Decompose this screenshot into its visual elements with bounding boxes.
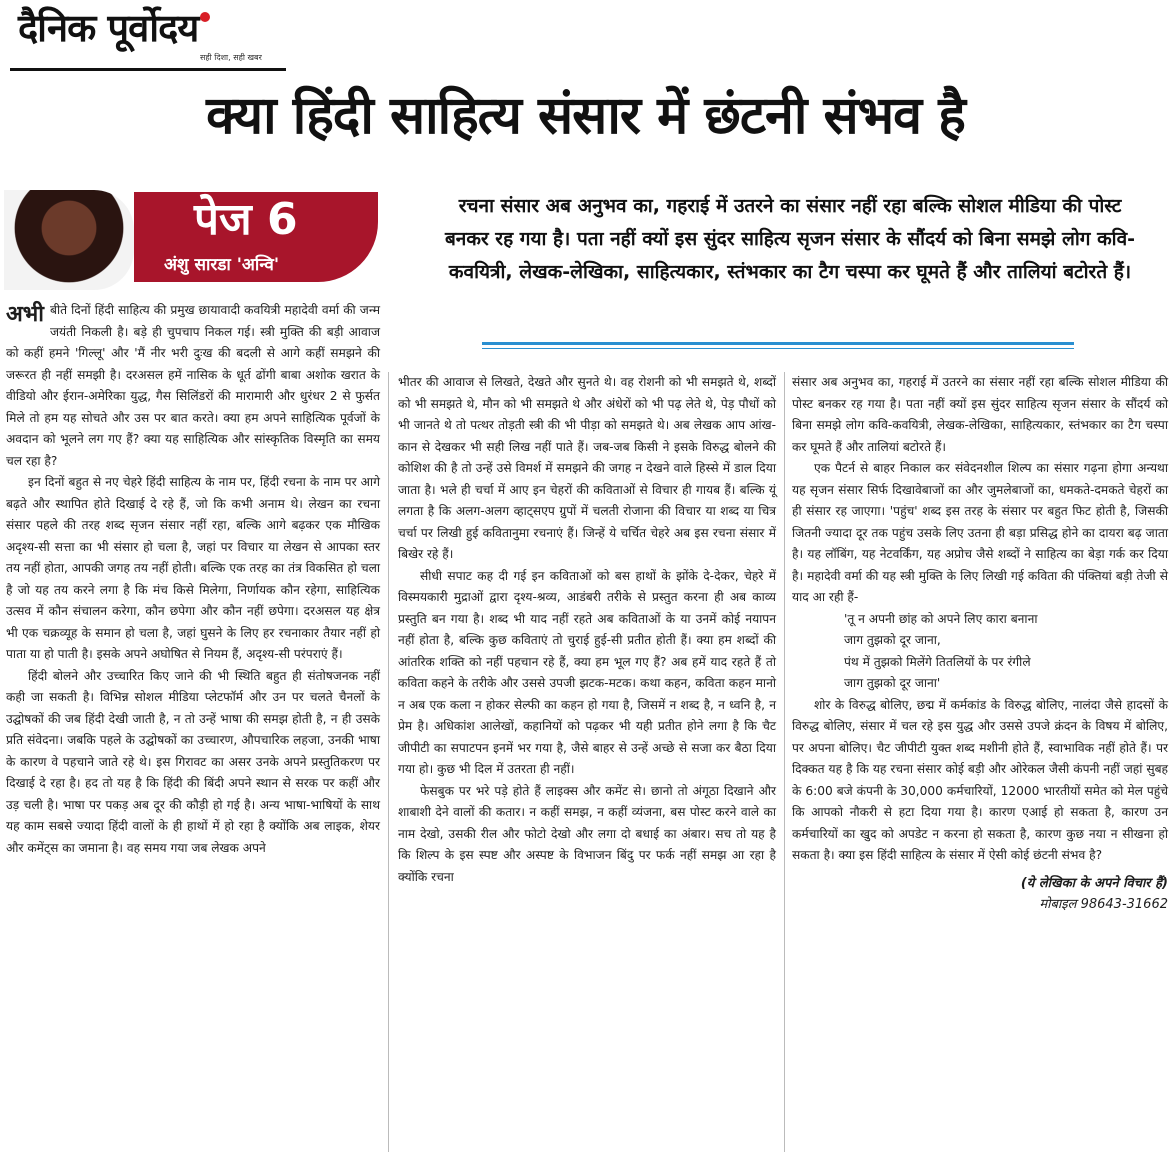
pull-quote-rule-thin [482, 348, 1074, 349]
headline: क्या हिंदी साहित्य संसार में छंटनी संभव है [206, 86, 965, 146]
author-block [0, 190, 380, 290]
newspaper-logo [18, 6, 210, 50]
pull-quote-rule [482, 342, 1074, 345]
author-photo [4, 190, 134, 290]
paragraph: इन दिनों बहुत से नए चेहरे हिंदी साहित्य के नाम पर, हिंदी रचना के नाम पर आगे बढ़ते और स्थापित होते दिखाई दे रहे हैं, जो कि कभी अनाम थे। लेखन का रचना संसार पहले की तरह शब्द सृजन संसार नहीं रहा, बल्कि आगे बढ़कर एक मौखिक अदृश्य-सी सत्ता का भी संसार हो चला है, जहां पर विचार या लेखन से आपका स्तर तय नहीं होता, आपकी जगह तय नहीं होती। बल्कि एक तरह का तंत्र विकसित हो चला है जो यह तय करने लगा है कि मंच किसे मिलेगा, निर्णायक कौन रहेगा, साहित्यिक उत्सव में कौन संचालन करेगा, कौन छपेगा और कौन नहीं छपेगा। दरअसल यह क्षेत्र भी एक चक्रव्यूह के समान हो चला है, जहां घुसने के लिए हर रचनाकार तैयार नहीं हो पाता या हो पाती है। इसके अपने अघोषित से नियम हैं, अदृश्य-सी परंपराएं हैं। [6, 475, 380, 661]
column-separator [388, 372, 389, 1152]
column-separator [784, 372, 785, 1152]
author-mobile: मोबाइल 98643-31662 [1039, 897, 1168, 912]
paragraph [6, 300, 380, 472]
paragraph: फेसबुक पर भरे पड़े होते हैं लाइक्स और कमेंट से। छानो तो अंगूठा दिखाने और शाबाशी देने वालों की कतार। न कहीं समझ, न कहीं व्यंजना, बस पोस्ट करने वाले का नाम देखो, उसकी रील और फोटो देखो और लगा दो बधाई का अंबार। सच तो यह है कि शिल्प के इस स्पष्ट और अस्पष्ट के विभाजन बिंदु पर फर्क नहीं समझ आ रहा है क्योंकि रचना [398, 783, 776, 884]
poem-line: जाग तुझको दूर जाना' [844, 676, 941, 690]
paragraph-text: बीते दिनों हिंदी साहित्य की प्रमुख छायावादी कवयित्री महादेवी वर्मा की जन्म जयंती निकली है। बड़े ही चुपचाप निकल गई। स्त्री मुक्ति की बड़ी आवाज को कहीं हमने 'गिल्लू' और 'मैं नीर भरी दुःख की बदली से आगे कहीं समझने की जरूरत ही नहीं समझी है। दरअसल हमें नासिक के धूर्त ढोंगी बाबा अशोक खरात के वीडियो और ईरान-अमेरिका युद्ध, गैस सिलिंडरों की मारामारी और धुरंधर 2 से फुर्सत मिले तो हम यह सोचते और उस पर बात करते। क्या हम अपने साहित्यिक पूर्वजों के अवदान को भूलने लग गए हैं? क्या यह साहित्यिक और सांस्कृतिक विस्मृति का समय चल रहा है? [6, 303, 380, 468]
article-column-1 [6, 300, 380, 859]
drop-word: अभी [6, 302, 44, 327]
logo-dot-icon [200, 12, 210, 22]
poem-line: जाग तुझको दूर जाना, [844, 633, 941, 647]
brand-name: दैनिक पूर्वोदय [18, 6, 199, 50]
masthead [10, 6, 286, 72]
disclaimer: (ये लेखिका के अपने विचार हैं) [1020, 875, 1168, 891]
poem-line: पंथ में तुझको मिलेंगे तितलियों के पर रंगीले [844, 654, 1031, 669]
tagline: सही दिशा, सही खबर [200, 53, 262, 62]
paragraph: संसार अब अनुभव का, गहराई में उतरने का संसार नहीं रहा बल्कि सोशल मीडिया की पोस्ट बनकर रह गया है। पता नहीं क्यों इस सुंदर साहित्य सृजन संसार के सौंदर्य को बिना समझे लोग कवि-कवयित्री, लेखक-लेखिका, साहित्यकार, स्तंभकार का टैग चस्पा कर घूमते हैं और तालियां बटोरते हैं। [792, 375, 1168, 454]
pull-quote: रचना संसार अब अनुभव का, गहराई में उतरने का संसार नहीं रहा बल्कि सोशल मीडिया की पोस्ट बनकर रह गया है। पता नहीं क्यों इस सुंदर साहित्य सृजन संसार के सौंदर्य को बिना समझे लोग कवि-कवयित्री, लेखक-लेखिका, साहित्यकार, स्तंभकार का टैग चस्पा कर घूमते हैं और तालियां बटोरते हैं। [444, 195, 1136, 283]
paragraph: शोर के विरुद्ध बोलिए, छद्म में कर्मकांड के विरुद्ध बोलिए, नालंदा जैसे हादसों के विरुद्ध बोलिए, संसार में चल रहे इस युद्ध और उससे उपजे क्रंदन के विषय में बोलिए, पर अपना बोलिए। चैट जीपीटी युक्त शब्द मशीनी होते हैं, स्वाभाविक नहीं होते हैं। पर दिक्कत यह है कि यह रचना संसार कोई बड़ी और ओरेकल जैसी कंपनी नहीं जहां सुबह के 6:00 बजे कंपनी के 30,000 कर्मचारियों, 12000 भारतीयों समेत को मेल पहुंचे कि आपको नौकरी से हटा दिया गया है। कारण एआई हो सकता है, कारण उन कर्मचारियों का खुद को अपडेट न करना हो सकता है, कारण कुछ नया न सीखना हो सकता है। क्या इस हिंदी साहित्य के संसार में ऐसी कोई छंटनी संभव है? [792, 697, 1168, 862]
page-badge [134, 192, 378, 282]
article-column-3 [792, 372, 1168, 916]
paragraph: हिंदी बोलने और उच्चारित किए जाने की भी स्थिति बहुत ही संतोषजनक नहीं कही जा सकती है। विभिन्न सोशल मीडिया प्लेटफॉर्म और उन पर चलते चैनलों के उद्घोषकों की जब हिंदी देखी जाती है, न तो उन्हें भाषा की समझ होती है, न ही उसके प्रति संवेदना। जबकि पहले के उद्घोषकों का उच्चारण, औपचारिक लहजा, उनकी भाषा के कारण वे पहचाने जाते रहे थे। इस गिरावट का असर उनके अपने प्रस्तुतिकरण पर दिखाई दे रहा है। हद तो यह है कि हिंदी की बिंदी अपने स्थान से सरक पर कहीं और उड़ चली है। भाषा पर पकड़ अब दूर की कौड़ी हो गई है। अन्य भाषा-भाषियों के साथ यह काम सबसे ज्यादा हिंदी वालों के ही हाथों में हो रहा है क्योंकि अब लाइक, शेयर और कमेंट्स का जमाना है। वह समय गया जब लेखक अपने [6, 668, 380, 855]
paragraph: एक पैटर्न से बाहर निकाल कर संवेदनशील शिल्प का संसार गढ़ना होगा अन्यथा यह सृजन संसार सिर्फ दिखावेबाजों का और जुमलेबाजों का, धमकते-दमकते चेहरों का ही संसार रह जाएगा। 'पहुंच' शब्द इस तरह के संसार पर बहुत फिट होती है, जिसकी जितनी ज्यादा दूर तक पहुंच उसके लिए उतना ही बड़ा प्रसिद्ध होने का दायरा बढ़ जाता है। यह लॉबिंग, यह नेटवर्किंग, यह अप्रोच जैसे शब्दों ने साहित्य का बेड़ा गर्क कर दिया है। महादेवी वर्मा की यह स्त्री मुक्ति के लिए लिखी गई कविता की पंक्तियां बड़ी तेजी से याद आ रही हैं- [792, 461, 1168, 604]
masthead-rule [10, 68, 286, 71]
page-label: पेज 6 [194, 194, 298, 245]
author-name: अंशु सारडा 'अन्वि' [164, 255, 280, 275]
poem-line: 'तू न अपनी छांह को अपने लिए कारा बनाना [844, 611, 1038, 626]
paragraph: सीधी सपाट कह दी गई इन कविताओं को बस हाथों के झोंके दे-देकर, चेहरे में विस्मयकारी मुद्राओं द्वारा दृश्य-श्रव्य, आडंबरी तरीके से प्रस्तुत करना ही अब काव्य प्रस्तुति बन गया है। शब्द भी याद नहीं रहते अब कविताओं के या उनमें कोई नयापन नहीं होता है, बल्कि कुछ कविताएं तो चुराई हुई-सी प्रतीत होती हैं। क्या हम शब्दों की आंतरिक शक्ति को नहीं पहचान रहे हैं, क्या हम भूल गए हैं? अब हमें याद रहते हैं तो कविता कहने के तरीके और उससे उपजी झटक-मटक। कथा कहन, कविता कहन मानो न अब एक कला न होकर सेल्फी का कहन हो गया है, जिसमें न शब्द है, न ध्वनि है, न प्रेम है। अधिकांश आलेखों, कहानियों को पढ़कर भी यही प्रतीत होने लगा है कि चैट जीपीटी का सपाटपन इनमें भर गया है, जैसे बाहर से उन्हें अच्छे से सजा कर बैठा दिया गया हो। कुछ भी दिल में उतरता ही नहीं। [398, 568, 776, 776]
paragraph: भीतर की आवाज से लिखते, देखते और सुनते थे। वह रोशनी को भी समझते थे, शब्दों को भी समझते थे, मौन को भी समझते थे और अंधेरों को भी पढ़ लेते थे, पेड़ पौधों को भी जानते थे तो पत्थर तोड़ती स्त्री की भी पीड़ा को समझते थे। अब लेखक आप आंख-कान से देखकर भी सही लिख नहीं पाते हैं। जब-जब किसी ने इसके विरुद्ध बोलने की कोशिश की है तो उन्हें उसे विमर्श में समझने की जगह न देखने वाले हिस्से में डाल दिया जाता है। भले ही चर्चा में आए इन चेहरों की कविताओं से विचार ही गायब हैं। बल्कि यूं लगता है कि अलग-अलग व्हाट्सएप ग्रुपों में चलती रोजाना की विचार या शब्द या चित्र चर्चा पर लिखी हुई कवितानुमा रचनाएं हैं। जिन्हें ये चर्चित चेहरे अब इस रचना संसार में बिखेर रहे हैं। [398, 375, 776, 561]
article-column-2 [398, 372, 776, 888]
